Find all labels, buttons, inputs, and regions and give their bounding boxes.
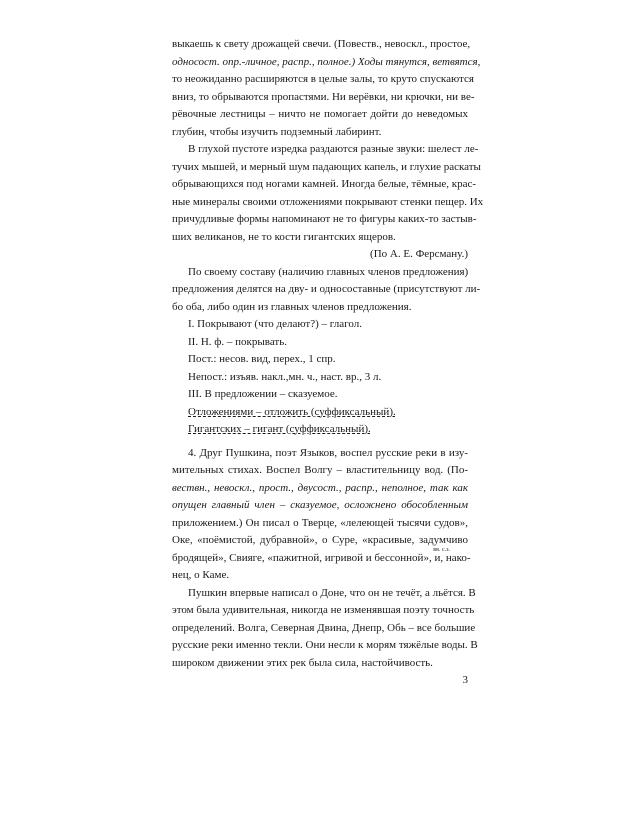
- text-line: определений. Волга, Северная Двина, Днепр, Обь – все большие: [172, 621, 476, 634]
- text-line: Оке, «поёмистой, дубравной», о Суре, «красивые, задумчиво: [172, 534, 468, 546]
- text-line: вествн., невоскл., прост., двусост., распр., неполное, так как: [172, 481, 468, 494]
- text-line: Пушкин впервые написал о Доне, что он не течёт, а льётся. В: [188, 586, 476, 599]
- document-page: [172, 36, 484, 690]
- analysis-line: Пост.: несов. вид, перех., 1 спр.: [188, 353, 336, 365]
- text-line: русские реки именно текли. Они несли к морям тяжёлые воды. В: [172, 639, 478, 651]
- text-line: ные минералы своими отложениями покрывают стенки пещер. Их: [172, 195, 484, 208]
- page-number: 3: [462, 674, 468, 686]
- analysis-line: II. Н. ф. – покрывать.: [188, 335, 287, 348]
- text-line: приложением.) Он писал о Тверце, «лелеющей тысячи судов»,: [172, 516, 468, 529]
- text-line: опущен главный член – сказуемое, осложнено обособленным: [172, 499, 468, 511]
- text-line: тучих мышей, и мерный шум падающих капель, и глухие раскаты: [172, 160, 481, 173]
- attribution: (По А. Е. Ферсману.): [370, 248, 468, 260]
- text-line: В глухой пустоте изредка раздаются разные звуки: шелест ле-: [188, 143, 479, 155]
- text-line: то неожиданно расширяются в целые залы, то круто спускаются: [172, 73, 474, 85]
- analysis-line: I. Покрывают (что делают?) – глагол.: [188, 318, 362, 330]
- text-line: 4. Друг Пушкина, поэт Языков, воспел русские реки в изу-: [188, 446, 468, 459]
- text-line: бродящей», Свияге, «пажитной, игривой и бессонной», и, нако- вв. с.з.: [172, 546, 471, 564]
- text-line: мительных стихах. Воспел Волгу – властительницу вод. (По-: [172, 464, 468, 476]
- text-line: односост. опр.-личное, распр., полное.) Ходы тянутся, ветвятся,: [172, 55, 481, 68]
- analysis-line: III. В предложении – сказуемое.: [188, 388, 338, 400]
- text-line: ших великанов, не то кости гигантских ящеров.: [172, 230, 396, 243]
- text-line: широком движении этих рек была сила, настойчивость.: [172, 656, 433, 669]
- text-line: По своему составу (наличию главных членов предложения): [188, 265, 469, 278]
- analysis-line: Непост.: изъяв. накл.,мн. ч., наст. вр., 3 л.: [188, 370, 382, 383]
- analysis-line: Отложениями – отложить (суффиксальный).: [188, 405, 396, 418]
- text-line: глубин, чтобы изучить подземный лабиринт.: [172, 125, 382, 138]
- text-line: выкаешь к свету дрожащей свечи. (Повеств., невоскл., простое,: [172, 38, 471, 50]
- text-line: вниз, то обрываются пропастями. Ни верёвки, ни крючки, ни ве-: [172, 90, 475, 103]
- text-line: рёвочные лестницы – ничто не помогает дойти до неведомых: [172, 108, 468, 120]
- text-line: обрывающихся под ногами камней. Иногда белые, тёмные, крас-: [172, 178, 477, 190]
- text-line: бо оба, либо один из главных членов предложения.: [172, 300, 412, 313]
- text-line: нец, о Каме.: [172, 569, 230, 581]
- analysis-line: Гигантских – гигант (суффиксальный).: [188, 423, 371, 435]
- page-number-row: [172, 672, 468, 690]
- text-line: этом была удивительная, никогда не изменявшая поэту точность: [172, 604, 475, 616]
- superscript-note: вв. с.з.: [433, 546, 450, 553]
- text-line: предложения делятся на дву- и односоставные (присутствуют ли-: [172, 283, 481, 295]
- text-line: причудливые формы напоминают не то фигуры каких-то застыв-: [172, 213, 477, 225]
